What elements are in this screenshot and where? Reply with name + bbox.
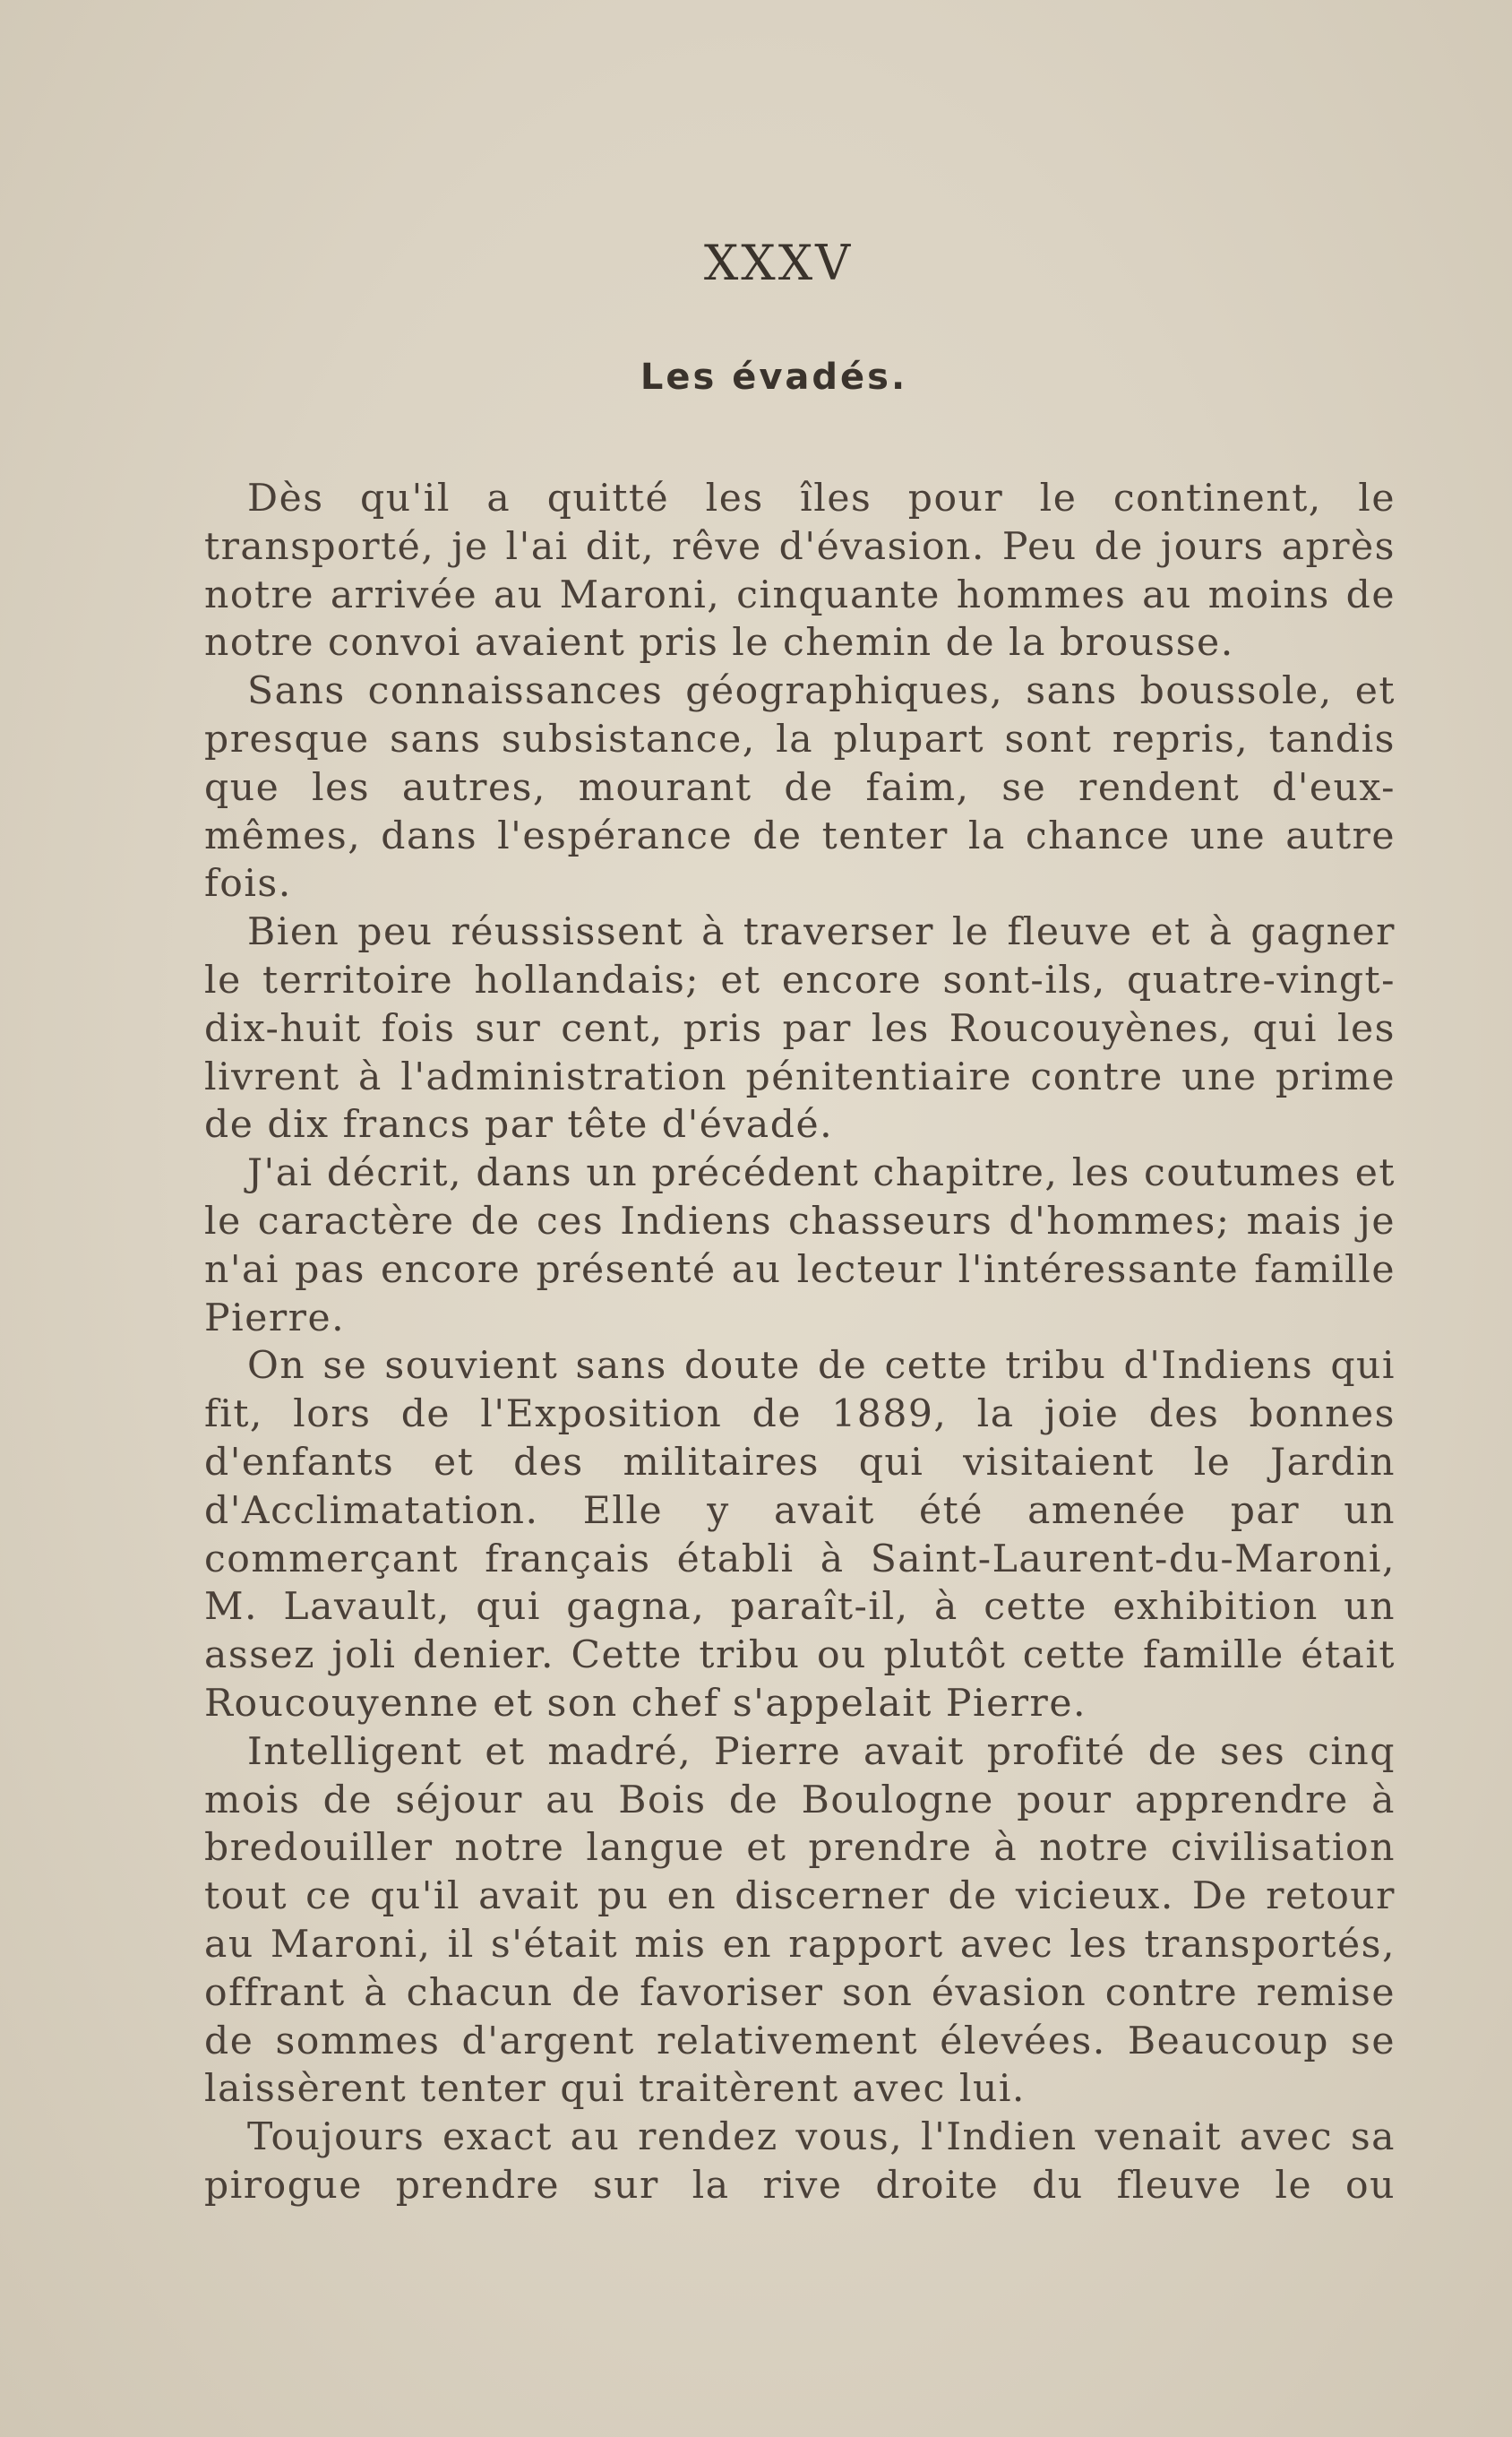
paragraph-6: Intelligent et madré, Pierre avait profité de ses cinq mois de séjour au Bois de Boulogne pour apprendre à bredouiller notre langue et prendre à notre civilisation tout ce qu'il avait pu en discerner de vicieux. De retour au Maroni, il s'était mis en rapport avec les transportés, offrant à chacun de favoriser son évasion contre remise de sommes d'argent relativement élevées. Beaucoup se laissèrent tenter qui traitèrent avec lui. (204, 1729, 1396, 2112)
paragraph-1: Dès qu'il a quitté les îles pour le continent, le transporté, je l'ai dit, rêve d'évasion. Peu de jours après notre arrivée au Maroni, cinquante hommes au moins de notre convoi avaient pris le chemin de la brousse. (204, 477, 1396, 666)
paragraph-4: J'ai décrit, dans un précédent chapitre, les coutumes et le caractère de ces Indiens chasseurs d'hommes; mais je n'ai pas encore présenté au lecteur l'intéressante famille Pierre. (204, 1151, 1396, 1340)
paragraph-2: Sans connaissances géographiques, sans boussole, et presque sans subsistance, la plupart sont repris, tandis que les autres, mourant de faim, se rendent d'eux-mêmes, dans l'espérance de tenter la chance une autre fois. (204, 669, 1396, 907)
chapter-title: Les évadés. (640, 357, 908, 398)
paragraph-3: Bien peu réussissent à traverser le fleuve et à gagner le territoire hollandais; et encore sont-ils, quatre-vingt-dix-huit fois sur cent, pris par les Roucouyènes, qui les livrent à l'administration pénitentiaire contre une prime de dix francs par tête d'évadé. (204, 910, 1396, 1148)
paragraph-5: On se souvient sans doute de cette tribu d'Indiens qui fit, lors de l'Exposition de 1889, la joie des bonnes d'enfants et des militaires qui visitaient le Jardin d'Acclimatation. Elle y avait été amenée par un commerçant français établi à Saint-Laurent-du-Maroni, M. Lavault, qui gagna, paraît-il, à cette exhibition un assez joli denier. Cette tribu ou plutôt cette famille était Roucouyenne et son chef s'appelait Pierre. (204, 1344, 1396, 1726)
body-text (204, 475, 1396, 2210)
paragraph-7: Toujours exact au rendez vous, l'Indien venait avec sa pirogue prendre sur la rive droite du fleuve le ou (204, 2115, 1396, 2208)
chapter-number: XXXV (703, 235, 854, 291)
